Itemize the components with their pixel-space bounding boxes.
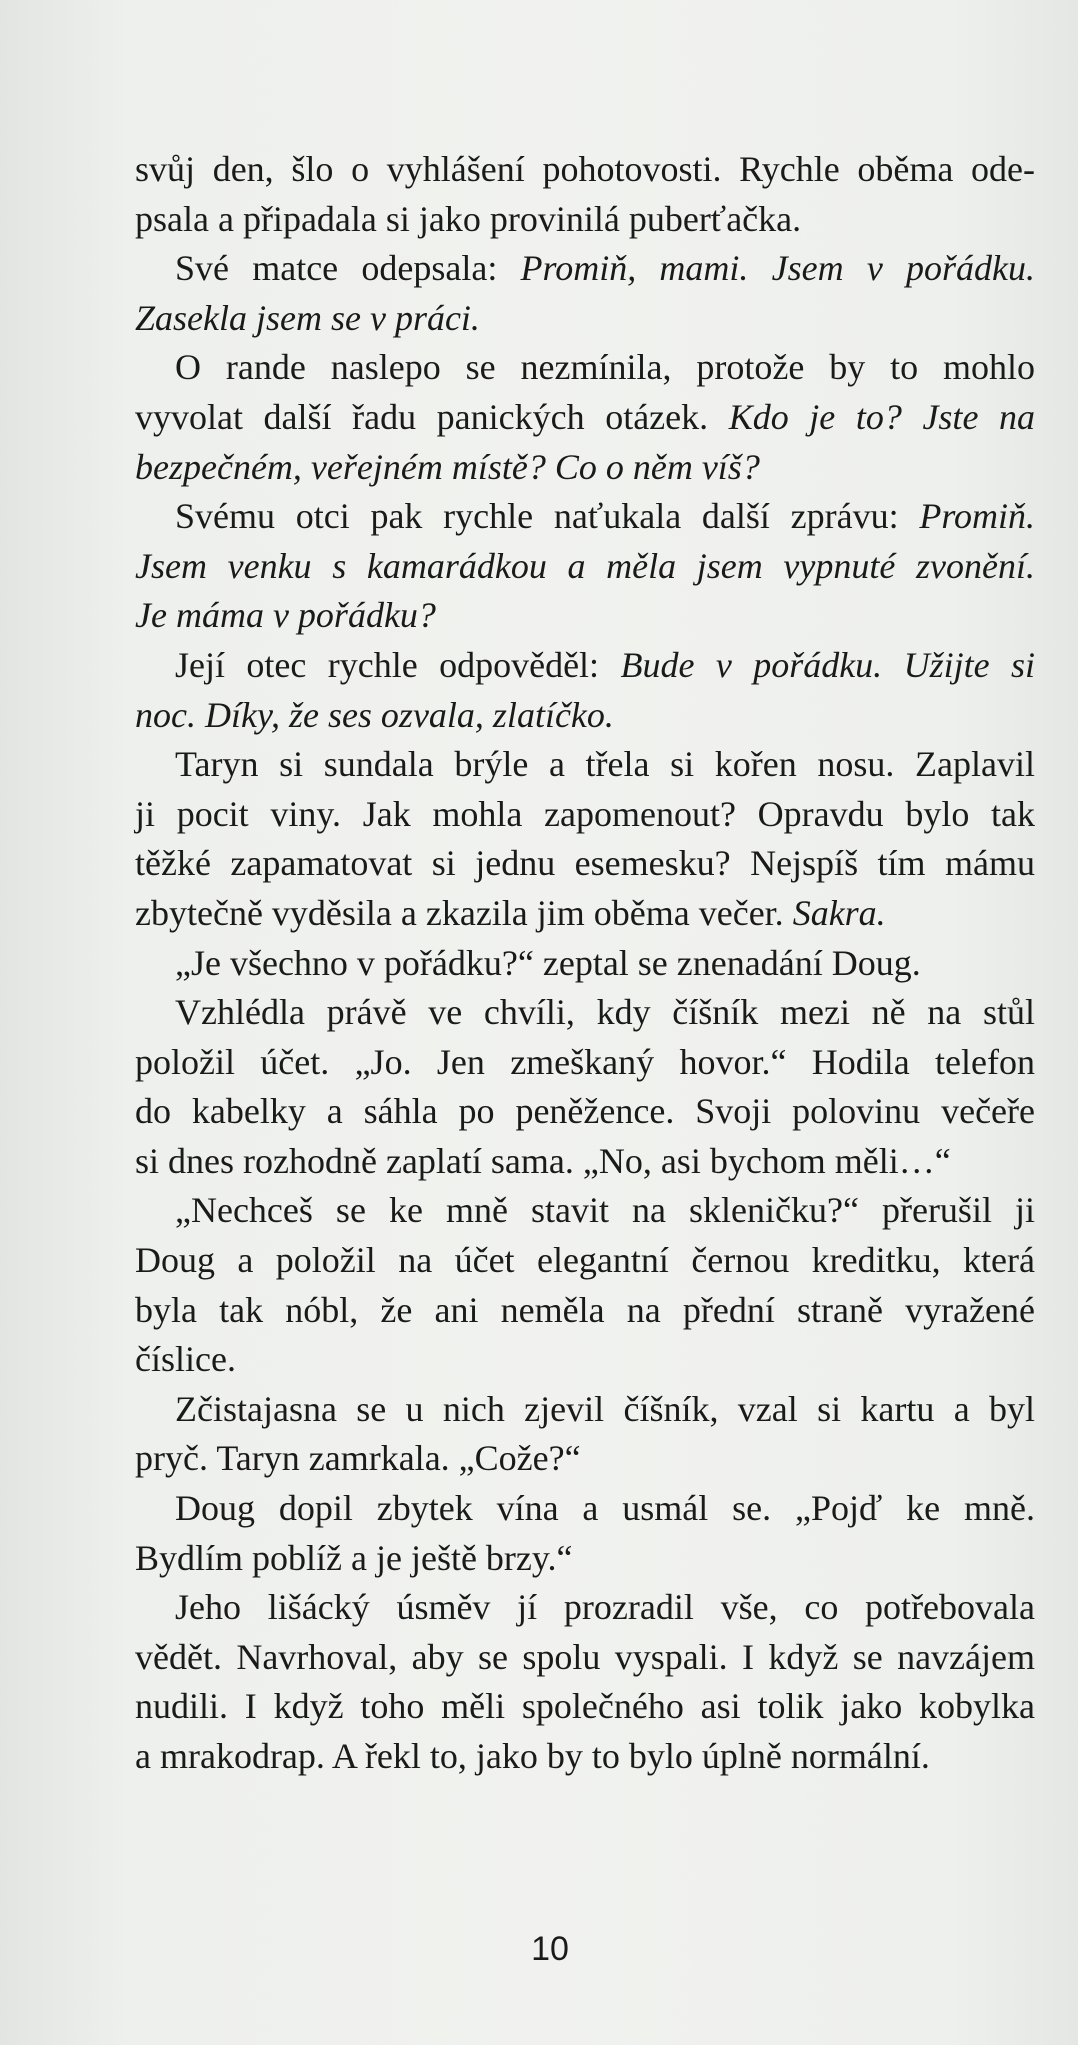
italic-text-segment: Jsem venku s kamarádkou a měla jsem vypnuté zvonění.	[135, 545, 1035, 586]
text-segment: těžké zapamatovat si jednu esemesku? Nejspíš tím mámu	[135, 843, 1035, 884]
text-segment: Taryn si sundala brýle a třela si kořen nosu. Zaplavil	[175, 744, 1035, 785]
text-segment: Zčistajasna se u nich zjevil číšník, vzal si kartu a byl	[175, 1388, 1035, 1429]
text-line	[135, 1583, 1035, 1633]
text-segment: Její otec rychle odpověděl:	[175, 644, 621, 685]
text-line	[135, 740, 1035, 790]
text-line	[135, 1137, 1035, 1187]
text-line	[135, 542, 1035, 592]
text-segment: vědět. Navrhoval, aby se spolu vyspali. I když se navzájem	[135, 1636, 1035, 1677]
italic-text-segment: Je máma v pořádku?	[135, 595, 436, 636]
text-line	[135, 1038, 1035, 1088]
text-segment: položil účet. „Jo. Jen zmeškaný hovor.“ Hodila telefon	[135, 1041, 1035, 1082]
text-line	[135, 1335, 1035, 1385]
text-line	[135, 1186, 1035, 1236]
italic-text-segment: Kdo je to? Jste na	[728, 396, 1035, 437]
text-line	[135, 195, 1035, 245]
text-segment: psala a připadala si jako provinilá puberťačka.	[135, 198, 802, 239]
text-line	[135, 839, 1035, 889]
text-segment: Vzhlédla právě ve chvíli, kdy číšník mezi ně na stůl	[175, 992, 1035, 1033]
text-segment: nudili. I když toho měli společného asi tolik jako kobylka	[135, 1686, 1035, 1727]
text-line	[135, 988, 1035, 1038]
text-segment: O rande naslepo se nezmínila, protože by to mohlo	[175, 347, 1035, 388]
italic-text-segment: Promiň, mami. Jsem v pořádku.	[520, 248, 1036, 289]
text-line	[135, 1732, 1035, 1782]
text-line	[135, 1633, 1035, 1683]
text-segment: Své matce odepsala:	[175, 248, 521, 289]
text-segment: byla tak nóbl, že ani neměla na přední straně vyražené	[135, 1289, 1035, 1330]
italic-text-segment: Bude v pořádku. Užijte si	[620, 644, 1035, 685]
text-segment: Doug a položil na účet elegantní černou kreditku, která	[135, 1240, 1035, 1281]
text-line	[135, 1236, 1035, 1286]
text-line	[135, 889, 1035, 939]
text-segment: ji pocit viny. Jak mohla zapomenout? Opravdu bylo tak	[135, 793, 1035, 834]
page-number: 10	[531, 1930, 569, 1968]
body-text	[135, 145, 1035, 1782]
text-segment: zbytečně vyděsila a zkazila jim oběma večer.	[135, 892, 793, 933]
italic-text-segment: noc. Díky, že ses ozvala, zlatíčko.	[135, 694, 614, 735]
text-line	[135, 591, 1035, 641]
text-line	[135, 343, 1035, 393]
text-line	[135, 1534, 1035, 1584]
text-segment: si dnes rozhodně zaplatí sama. „No, asi bychom měli…“	[135, 1140, 951, 1181]
text-segment: svůj den, šlo o vyhlášení pohotovosti. Rychle oběma ode-	[135, 149, 1035, 189]
text-line	[135, 1484, 1035, 1534]
text-segment: pryč. Taryn zamrkala. „Cože?“	[135, 1438, 581, 1479]
text-segment: „Je všechno v pořádku?“ zeptal se znenadání Doug.	[175, 942, 921, 983]
text-line	[135, 492, 1035, 542]
text-line	[135, 1434, 1035, 1484]
text-segment: Svému otci pak rychle naťukala další zprávu:	[175, 496, 920, 537]
text-segment: Doug dopil zbytek vína a usmál se. „Pojď ke mně.	[175, 1488, 1035, 1529]
text-line	[135, 939, 1035, 989]
text-segment: Jeho lišácký úsměv jí prozradil vše, co potřebovala	[175, 1587, 1035, 1628]
text-line	[135, 1682, 1035, 1732]
text-line	[135, 1286, 1035, 1336]
italic-text-segment: Zasekla jsem se v práci.	[135, 297, 480, 338]
text-line	[135, 1385, 1035, 1435]
text-line	[135, 691, 1035, 741]
text-segment: Bydlím poblíž a je ještě brzy.“	[135, 1537, 573, 1578]
text-line	[135, 443, 1035, 493]
text-segment: vyvolat další řadu panických otázek.	[135, 396, 729, 437]
italic-text-segment: bezpečném, veřejném místě? Co o něm víš?	[135, 446, 760, 487]
italic-text-segment: Sakra.	[792, 892, 886, 933]
text-line	[135, 145, 1035, 195]
text-line	[135, 393, 1035, 443]
text-line	[135, 1087, 1035, 1137]
text-segment: číslice.	[135, 1339, 236, 1380]
text-segment: do kabelky a sáhla po peněžence. Svoji polovinu večeře	[135, 1091, 1035, 1132]
text-segment: „Nechceš se ke mně stavit na skleničku?“ přerušil ji	[175, 1190, 1035, 1231]
text-line	[135, 294, 1035, 344]
text-line	[135, 244, 1035, 294]
text-line	[135, 641, 1035, 691]
text-segment: a mrakodrap. A řekl to, jako by to bylo úplně normální.	[135, 1736, 930, 1776]
italic-text-segment: Promiň.	[919, 496, 1035, 537]
text-line	[135, 790, 1035, 840]
